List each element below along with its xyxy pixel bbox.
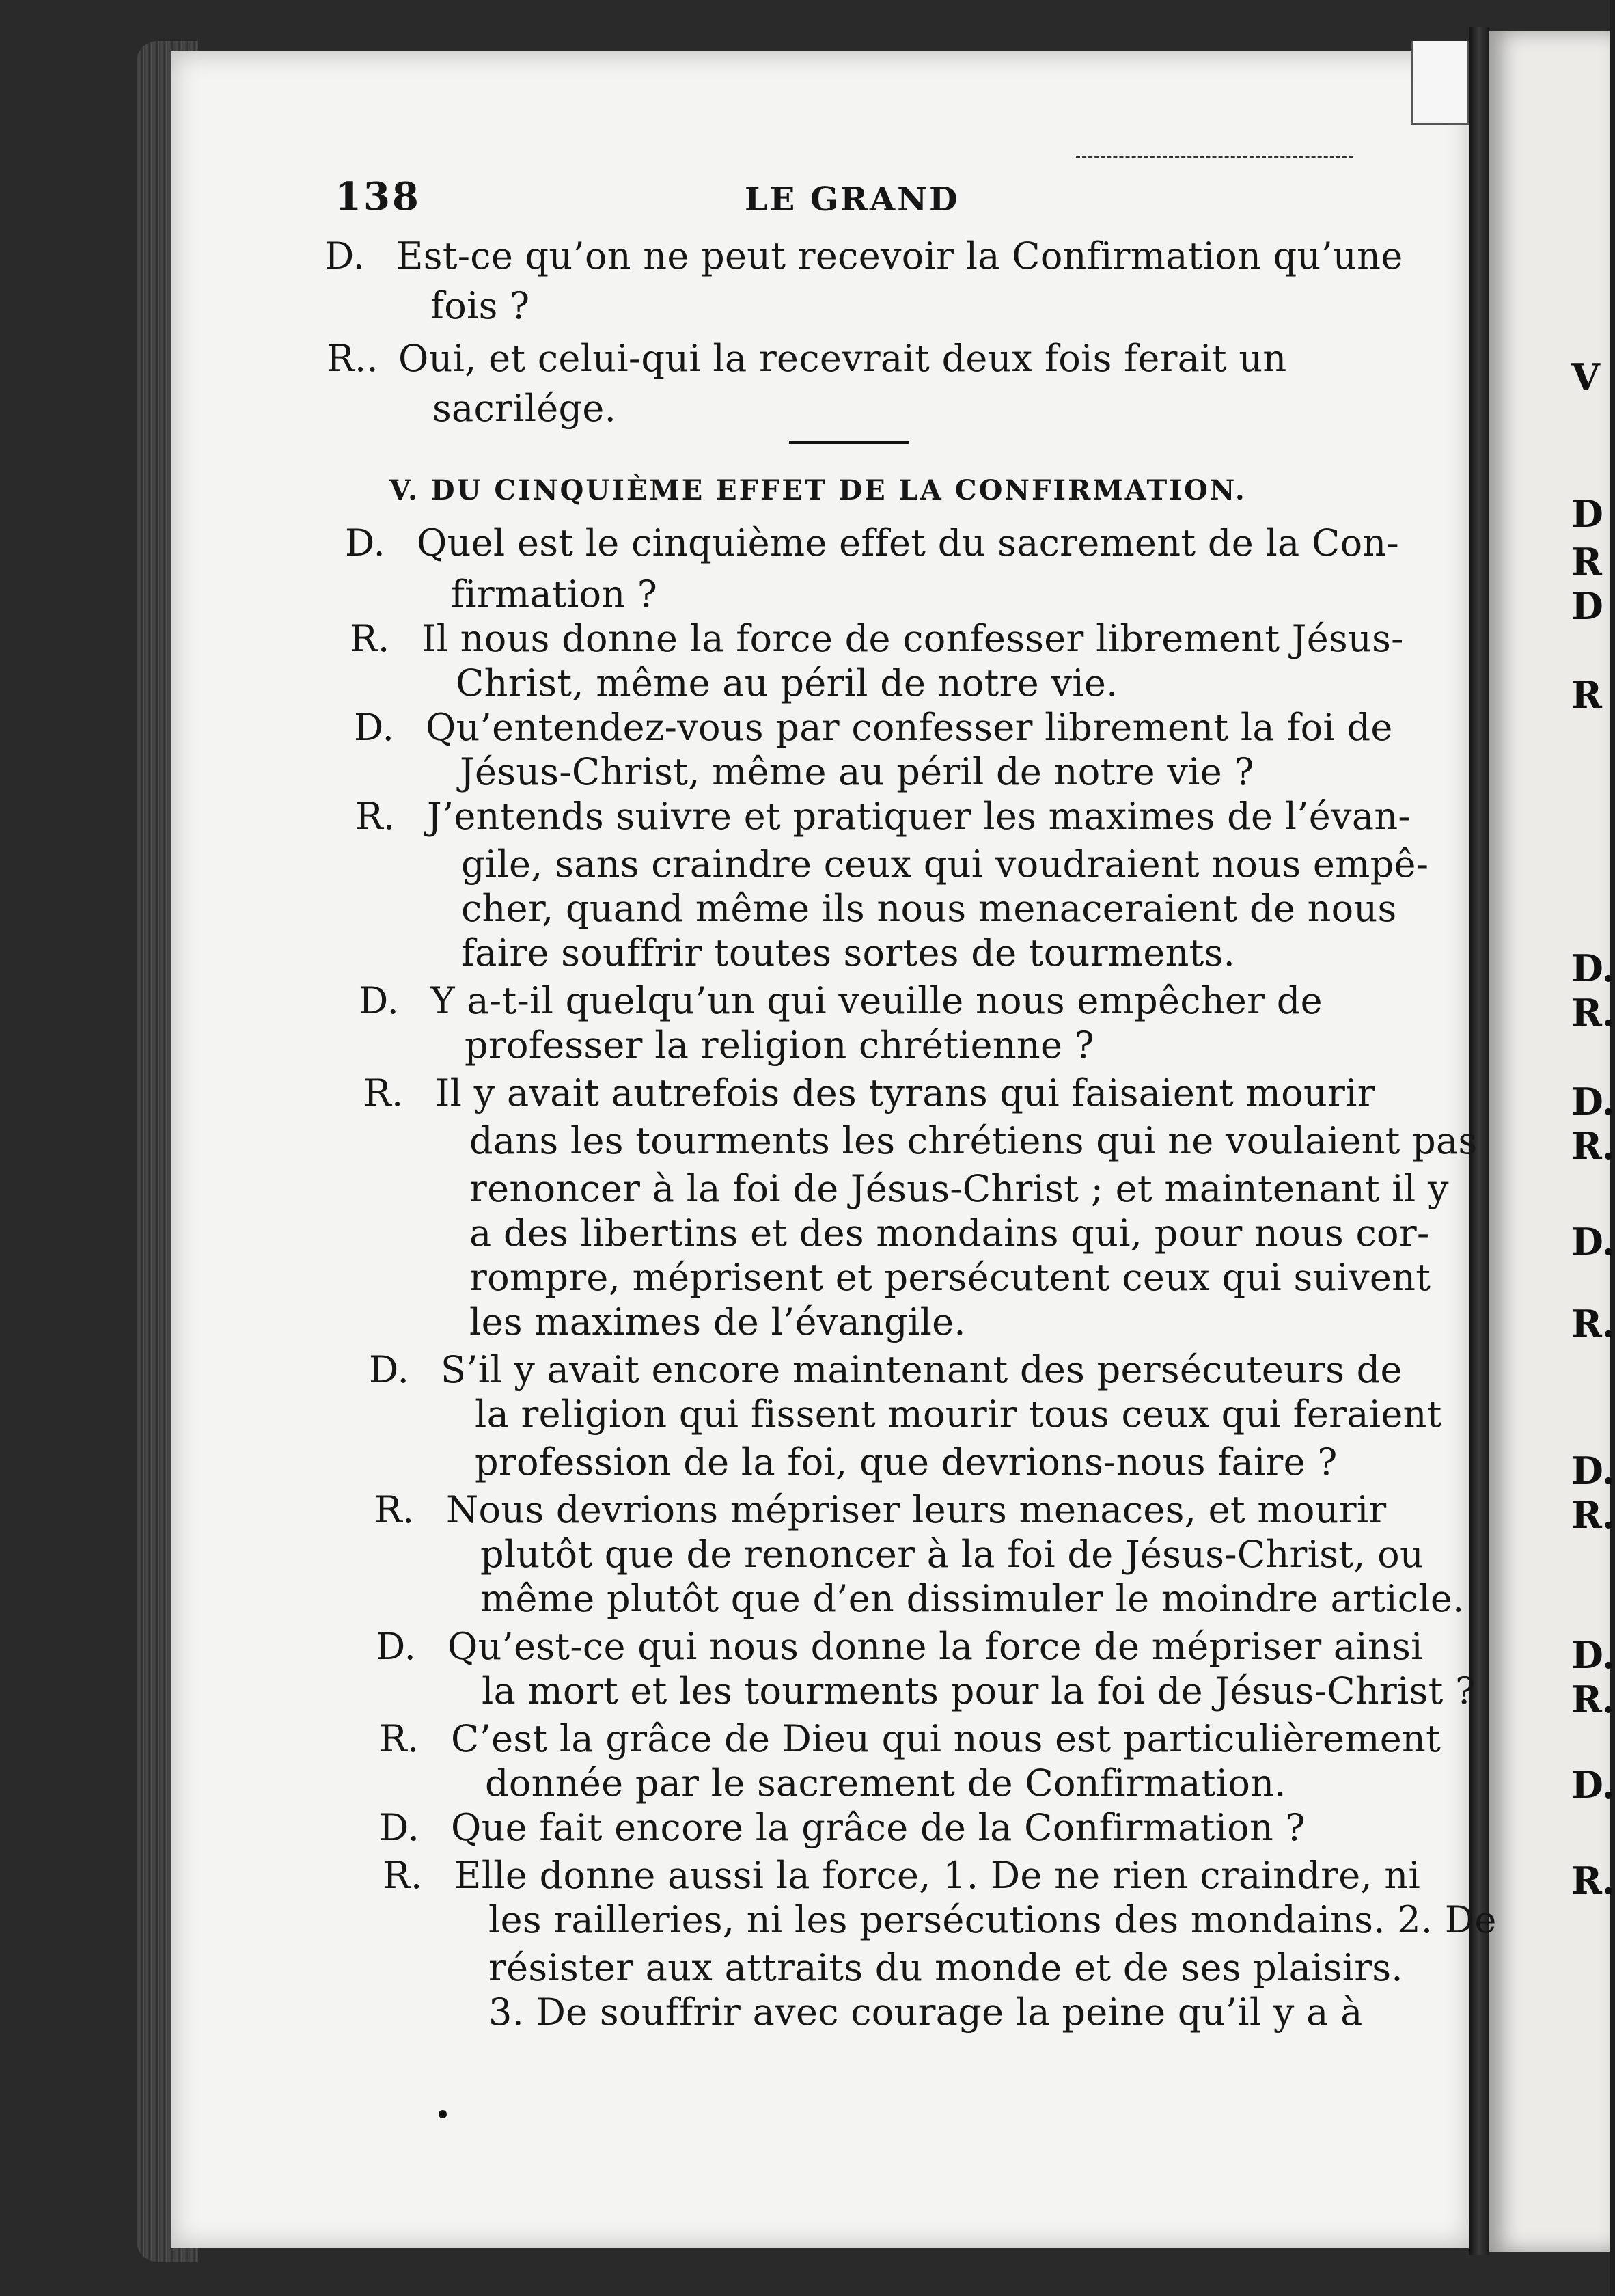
text-line: la religion qui fissent mourir tous ceux qui feraient — [475, 1393, 1442, 1436]
text-line: profession de la foi, que devrions-nous faire ? — [475, 1440, 1338, 1484]
text-line: dans les tourments les chrétiens qui ne voulaient pas — [469, 1119, 1478, 1162]
facing-page-letter: R. — [1571, 1124, 1615, 1168]
header-rule — [1076, 156, 1353, 158]
section-title: V. DU CINQUIÈME EFFET DE LA CONFIRMATION. — [389, 474, 1247, 506]
facing-page-letter: D — [1571, 584, 1603, 628]
text-line: Jésus-Christ, même au péril de notre vie ? — [460, 750, 1254, 793]
text-line: cher, quand même ils nous menaceraient de nous — [461, 887, 1397, 930]
text-line: Est-ce qu’on ne peut recevoir la Confirmation qu’une — [396, 234, 1403, 277]
speaker-label: R. — [363, 1071, 404, 1115]
facing-page-letter: R — [1571, 673, 1602, 717]
text-line: Christ, même au péril de notre vie. — [456, 661, 1118, 705]
text-line: S’il y avait encore maintenant des persécuteurs de — [441, 1348, 1403, 1391]
text-line: Il y avait autrefois des tyrans qui faisaient mourir — [435, 1071, 1375, 1115]
text-line: fois ? — [430, 284, 530, 327]
facing-page-letter: R. — [1571, 1302, 1615, 1345]
speaker-label: D. — [345, 521, 386, 564]
facing-page-letter: D. — [1571, 1633, 1615, 1677]
facing-page-letter: R. — [1571, 991, 1615, 1035]
text-line: Y a-t-il quelqu’un qui veuille nous empêcher de — [430, 979, 1323, 1022]
running-head: LE GRAND — [745, 180, 960, 219]
page-corner-mark — [1411, 41, 1469, 125]
speaker-label: R. — [350, 617, 390, 660]
text-line: Elle donne aussi la force, 1. De ne rien craindre, ni — [454, 1854, 1421, 1897]
text-line: Nous devrions mépriser leurs menaces, et mourir — [446, 1488, 1387, 1531]
text-line: gile, sans craindre ceux qui voudraient nous empê- — [461, 843, 1429, 886]
facing-page-letter: R. — [1571, 1859, 1615, 1902]
speaker-label: R.. — [327, 337, 378, 380]
speaker-label: D. — [325, 234, 365, 277]
text-line: la mort et les tourments pour la foi de Jésus-Christ ? — [482, 1669, 1476, 1712]
facing-page-letter: R. — [1571, 1678, 1615, 1721]
text-line: plutôt que de renoncer à la foi de Jésus-Christ, ou — [480, 1533, 1424, 1576]
facing-page-letter: R. — [1571, 1493, 1615, 1537]
text-line: sacrilége. — [432, 387, 617, 430]
facing-page-letter: D. — [1571, 1763, 1615, 1807]
facing-page-letter: D. — [1571, 1220, 1615, 1263]
text-line: a des libertins et des mondains qui, pour nous cor- — [469, 1212, 1430, 1255]
text-line: 3. De souffrir avec courage la peine qu’il y a à — [488, 1991, 1363, 2034]
text-line: les railleries, ni les persécutions des mondains. 2. De — [488, 1898, 1497, 1941]
text-line: faire souffrir toutes sortes de tourments. — [461, 931, 1236, 974]
facing-page-letter: D. — [1571, 1449, 1615, 1492]
text-line: C’est la grâce de Dieu qui nous est particulièrement — [451, 1717, 1441, 1760]
speaker-label: D. — [379, 1806, 420, 1849]
speaker-label: D. — [354, 706, 395, 749]
facing-page-letter: D — [1571, 492, 1603, 536]
text-line: Quel est le cinquième effet du sacrement de la Con- — [417, 521, 1400, 564]
text-line: résister aux attraits du monde et de ses plaisirs. — [488, 1946, 1403, 1989]
text-line: J’entends suivre et pratiquer les maximes de l’évan- — [427, 795, 1411, 838]
text-line: Que fait encore la grâce de la Confirmation ? — [451, 1806, 1306, 1849]
text-line: Qu’est-ce qui nous donne la force de mépriser ainsi — [447, 1625, 1423, 1668]
facing-page-letter: V — [1571, 355, 1600, 399]
text-line: donnée par le sacrement de Confirmation. — [485, 1762, 1286, 1805]
facing-page-letter: D. — [1571, 1080, 1615, 1123]
speaker-label: R. — [383, 1854, 423, 1897]
text-line: Oui, et celui-qui la recevrait deux fois ferait un — [398, 337, 1287, 380]
text-line: firmation ? — [451, 573, 658, 616]
text-line: renoncer à la foi de Jésus-Christ ; et maintenant il y — [469, 1167, 1449, 1210]
speaker-label: D. — [369, 1348, 410, 1391]
speaker-label: D. — [359, 979, 400, 1022]
text-line: professer la religion chrétienne ? — [465, 1024, 1094, 1067]
speaker-label: R. — [379, 1717, 419, 1760]
text-line: même plutôt que d’en dissimuler le moindre article. — [480, 1577, 1465, 1620]
ink-dot — [439, 2110, 447, 2118]
text-line: Il nous donne la force de confesser librement Jésus- — [422, 617, 1404, 660]
text-line: les maximes de l’évangile. — [469, 1300, 966, 1343]
speaker-label: R. — [355, 795, 396, 838]
facing-page-letter: D. — [1571, 946, 1615, 990]
section-separator-rule — [789, 441, 909, 444]
page-number: 138 — [335, 174, 421, 219]
speaker-label: R. — [374, 1488, 415, 1531]
text-line: Qu’entendez-vous par confesser librement la foi de — [426, 706, 1393, 749]
speaker-label: D. — [376, 1625, 417, 1668]
text-line: rompre, méprisent et persécutent ceux qui suivent — [469, 1256, 1431, 1299]
facing-page-letter: R — [1571, 540, 1602, 584]
